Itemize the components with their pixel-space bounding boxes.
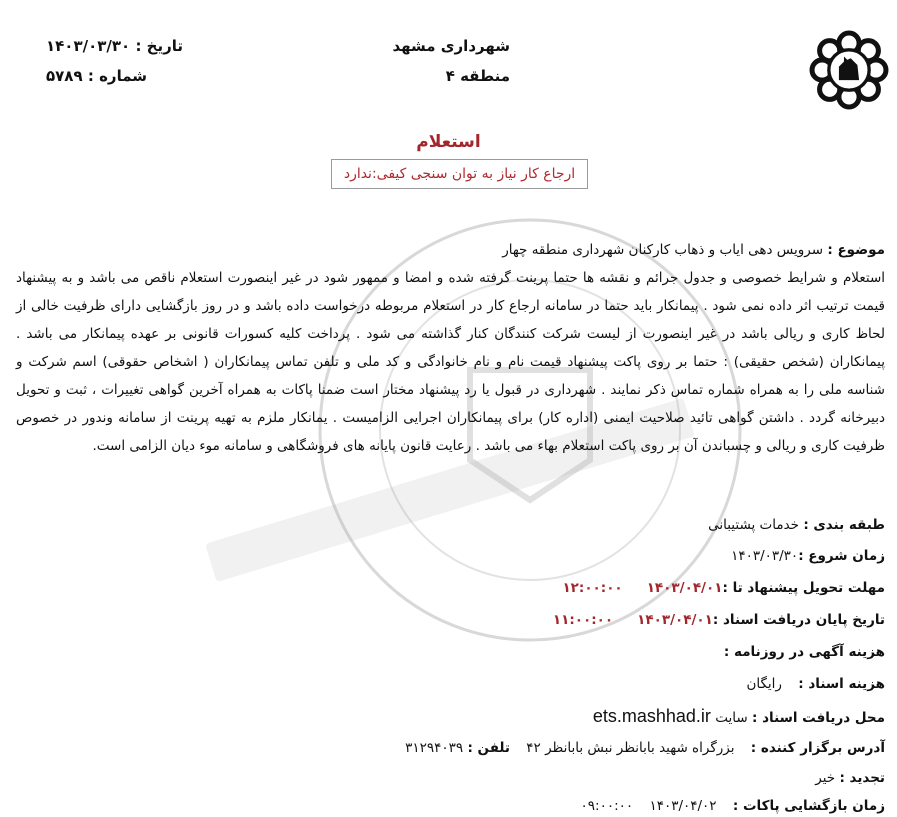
docs-end-date: ۱۴۰۳/۰۴/۰۱ (637, 612, 713, 628)
subject-section (16, 236, 885, 460)
deadline-date: ۱۴۰۳/۰۴/۰۱ (646, 580, 723, 596)
renewal-row (815, 768, 885, 788)
doc-place-label: محل دریافت اسناد : (751, 710, 885, 726)
start-value: ۱۴۰۳/۰۳/۳۰ (731, 548, 799, 564)
date-value: ۱۴۰۳/۰۳/۳۰ (46, 37, 131, 55)
address-row (405, 738, 885, 758)
start-label: زمان شروع : (798, 548, 885, 564)
phone-value: ۳۱۲۹۴۰۳۹ (405, 740, 464, 756)
docs-end-label: تاریخ پایان دریافت اسناد : (712, 612, 885, 628)
number-label: شماره : (87, 67, 148, 85)
opening-date: ۱۴۰۳/۰۴/۰۲ (649, 798, 717, 814)
mashhad-municipality-logo (807, 28, 891, 112)
doc-place-row (593, 706, 885, 728)
address-value: بزرگراه شهید بابانظر نبش بابانظر ۴۲ (526, 740, 735, 756)
category-label: طبقه بندی : (803, 517, 885, 533)
deadline-time: ۱۲:۰۰:۰۰ (562, 580, 623, 596)
date-label: تاریخ : (135, 37, 184, 55)
deadline-label: مهلت تحویل پیشنهاد تا : (722, 580, 885, 596)
quality-notice: ارجاع کار نیاز به توان سنجی کیفی:ندارد (331, 159, 588, 189)
ad-cost-row (724, 642, 885, 662)
opening-label: زمان بازگشایی پاکات : (732, 798, 885, 814)
docs-end-row (553, 610, 885, 630)
doc-cost-value: رایگان (746, 676, 782, 692)
deadline-row (562, 578, 885, 598)
number-value: ۵۷۸۹ (46, 67, 83, 85)
doc-place-site: ets.mashhad.ir (592, 706, 711, 726)
renewal-value: خیر (815, 770, 836, 786)
doc-cost-label: هزینه اسناد : (798, 676, 885, 692)
subject-text: سرویس دهی ایاب و ذهاب کارکنان شهرداری منطقه چهار (502, 242, 824, 258)
opening-row (581, 796, 885, 816)
renewal-label: تجدید : (839, 770, 885, 786)
number-line (46, 67, 147, 85)
phone-label: تلفن : (467, 740, 510, 756)
ad-cost-label: هزینه آگهی در روزنامه : (723, 644, 885, 660)
subject-body: استعلام و شرایط خصوصی و جدول جرائم و نقشه ها حتما پرینت گرفته شده و امضا و ممهور شود در غیر اینصورت استعلام ناقص می باشد و به پیشنهاد قیمت ترتیب اثر داده نمی شود . پیمانکار باید حتما در سامانه ارجاع کار در استعلام مربوطه درخواست داده باشد و در روز بازگشایی دارای ظرفیت خالی از لحاظ کاری و ریالی باشد در غیر اینصورت از لیست شرکت کنندگان کنار گذاشته می شود . پرداخت کلیه کسورات قانونی بر عهده پیمانکار می باشد . پیمانکاران (شخص حقیقی) : حتما بر روی پاکت پیشنهاد قیمت نام و نام خانوادگی و کد ملی و تلفن تماس پیمانکاران ( اشخاص حقوقی) اسم شرکت و شناسه ملی را به همراه شماره تماس ذکر نمایند . شهرداری در قبول یا رد پیشنهاد مختار است ضمنا پاکات به همراه آخرین گواهی تغییرات ، ثبت و تحویل دبیرخانه گردد . داشتن گواهی تائید صلاحیت ایمنی (اداره کار) برای پیمانکاران اجرایی الزامیست . یمانکار ملزم به تهیه پرینت از سامانه وندور در خصوص ظرفیت کاری و ریالی و چسباندن آن بر روی پاکت استعلام بهاء می باشد . رعایت قانون پایانه های فروشگاهی و سامانه موء دیان الزامی است. (16, 270, 885, 454)
document-title: استعلام (416, 132, 481, 152)
address-label: آدرس برگزار کننده : (750, 740, 885, 756)
date-line (46, 37, 183, 55)
org-name: شهرداری مشهد (392, 37, 510, 55)
start-row (731, 546, 885, 566)
opening-time: ۰۹:۰۰:۰۰ (580, 798, 634, 814)
subject-label: موضوع : (827, 242, 885, 258)
doc-cost-row (746, 674, 885, 694)
doc-place-prefix: سایت (715, 710, 748, 726)
region-name: منطقه ۴ (445, 67, 510, 85)
docs-end-time: ۱۱:۰۰:۰۰ (552, 612, 614, 628)
category-value: خدمات پشتیبانی (708, 517, 800, 533)
category-row (708, 515, 885, 535)
